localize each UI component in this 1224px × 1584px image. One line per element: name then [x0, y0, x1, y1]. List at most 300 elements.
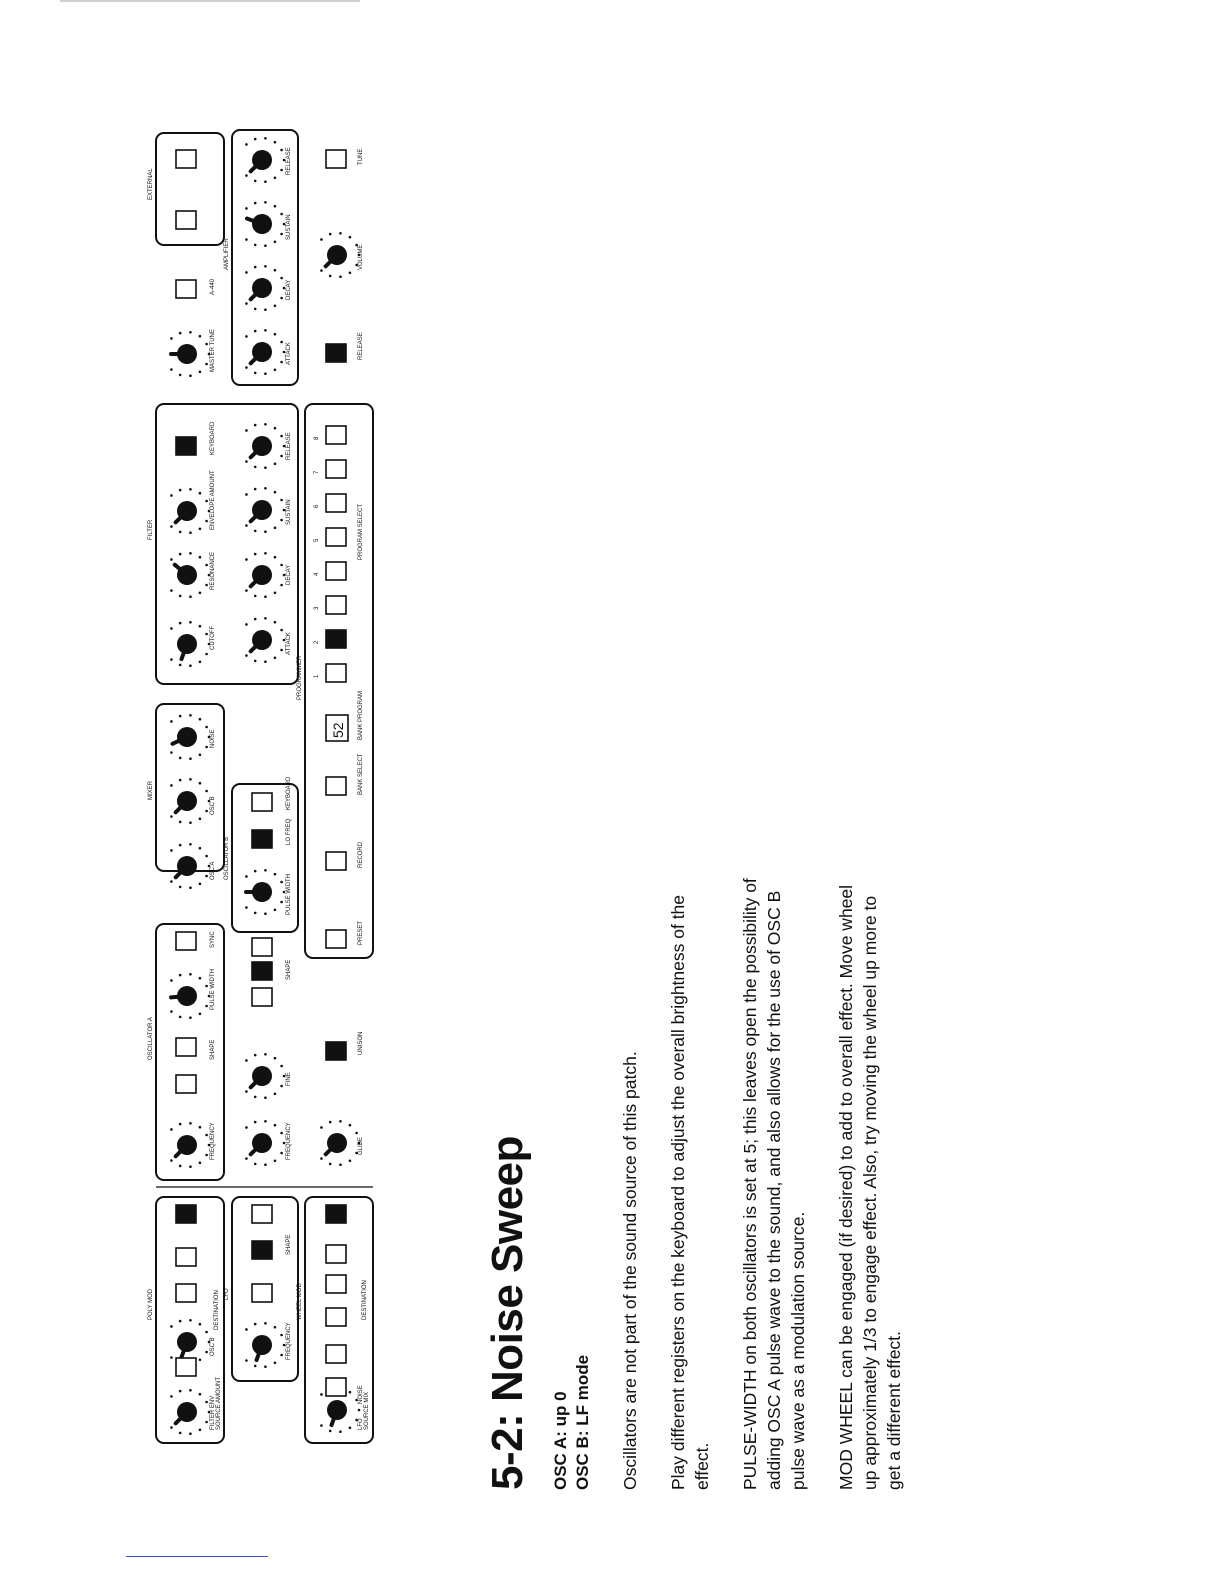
knob-scale-dot [254, 530, 257, 533]
knob-scale-dot [245, 524, 248, 527]
knob-scale-dot [280, 1152, 283, 1155]
knob-scale-dot [264, 1053, 267, 1056]
knob-scale-dot [189, 1122, 192, 1125]
knob-scale-dot [349, 236, 352, 239]
knob-scale-dot [329, 1163, 332, 1166]
lfo-shape-switch-2 [252, 1205, 272, 1223]
knob-scale-dot [245, 623, 248, 626]
knob-scale-dot [280, 499, 283, 502]
knob-scale-dot [170, 849, 173, 852]
knob-scale-dot [274, 656, 277, 659]
knob-scale-dot [264, 1120, 267, 1123]
lfo-shape-switch-0 [252, 1284, 272, 1302]
knob-scale-dot [274, 176, 277, 179]
knob-scale-dot [339, 232, 342, 235]
program-number-1: 1 [314, 674, 320, 678]
knob-scale-dot [205, 1134, 208, 1137]
label-osc-b-frequency: FREQUENCY [286, 1122, 292, 1160]
knob-scale-dot [170, 1159, 173, 1162]
poly-mod-switch-2 [176, 1248, 196, 1266]
knob-scale-dot [189, 973, 192, 976]
patch-description [480, 590, 906, 1490]
knob-scale-dot [170, 1010, 173, 1013]
knob-scale-dot [170, 880, 173, 883]
knob-scale-dot [170, 784, 173, 787]
knob-scale-dot [189, 714, 192, 717]
knob-scale-dot [274, 304, 277, 307]
knob-scale-dot [199, 591, 202, 594]
label-preset: PRESET [358, 920, 364, 945]
knob-scale-dot [179, 779, 182, 782]
label-amp-attack: ATTACK [286, 342, 292, 365]
knob-scale-dot [254, 1323, 257, 1326]
knob-scale-dot [205, 500, 208, 503]
label-destination: DESTINATION [214, 1290, 220, 1330]
knob-scale-dot [339, 1430, 342, 1433]
knob-scale-dot [274, 873, 277, 876]
label-lfo-frequency: FREQUENCY [286, 1322, 292, 1360]
knob-scale-dot [170, 658, 173, 661]
knob-scale-dot [179, 844, 182, 847]
label-volume: VOLUME [358, 244, 364, 270]
wheel-mod-switch-1 [326, 1345, 346, 1363]
knob-osc-a-pulse-width-pointer [171, 996, 187, 997]
knob-scale-dot [274, 526, 277, 529]
knob-scale-dot [170, 589, 173, 592]
osc-b-shape-switch-1 [252, 962, 272, 980]
knob-scale-dot [283, 1075, 286, 1078]
program-number-6: 6 [314, 504, 320, 508]
label-keyboard: KEYBOARD [286, 776, 292, 810]
knob-scale-dot [349, 1124, 352, 1127]
knob-scale-dot [245, 238, 248, 241]
knob-scale-dot [170, 337, 173, 340]
knob-scale-dot [329, 1121, 332, 1124]
knob-scale-dot [349, 1426, 352, 1429]
ext-amp-switch [176, 150, 196, 168]
knob-scale-dot [170, 525, 173, 528]
knob-scale-dot [254, 138, 257, 141]
program-number-7: 7 [314, 470, 320, 474]
knob-scale-dot [320, 1424, 323, 1427]
program-button-6 [326, 494, 346, 512]
knob-scale-dot [199, 817, 202, 820]
knob-scale-dot [179, 1432, 182, 1435]
knob-scale-dot [264, 265, 267, 268]
label-wheel-mod: WHEEL MOD [297, 1283, 303, 1320]
knob-scale-dot [189, 843, 192, 846]
program-button-7 [326, 460, 346, 478]
label-sync: SYNC [210, 931, 216, 948]
knob-scale-dot [245, 271, 248, 274]
knob-scale-dot [280, 881, 283, 884]
knob-scale-dot [205, 985, 208, 988]
knob-scale-dot [179, 1165, 182, 1168]
knob-scale-dot [199, 625, 202, 628]
patch-title: 5-2: Noise Sweep [483, 1136, 532, 1490]
knob-scale-dot [280, 435, 283, 438]
label-fine: FINE [286, 1072, 292, 1086]
knob-scale-dot [274, 1092, 277, 1095]
knob-scale-dot [264, 423, 267, 426]
knob-scale-dot [199, 1161, 202, 1164]
knob-scale-dot [199, 882, 202, 885]
knob-scale-dot [280, 341, 283, 344]
knob-scale-dot [245, 1059, 248, 1062]
knob-scale-dot [199, 847, 202, 850]
knob-scale-dot [179, 595, 182, 598]
knob-scale-dot [280, 233, 283, 236]
knob-scale-dot [264, 466, 267, 469]
knob-scale-dot [205, 564, 208, 567]
knob-scale-dot [189, 1319, 192, 1322]
knob-scale-dot [189, 1165, 192, 1168]
knob-scale-dot [205, 875, 208, 878]
label-master-tune: MASTER TUNE [210, 329, 216, 372]
knob-scale-dot [283, 1344, 286, 1347]
poly-mod-switch-1 [176, 1284, 196, 1302]
label-wheel-destination: DESTINATION [362, 1280, 368, 1320]
bank-select-switch [326, 777, 346, 795]
label-lfo: LFO [224, 1288, 230, 1300]
osc-b-mode-switch-1 [252, 793, 272, 811]
knob-scale-dot [199, 527, 202, 530]
knob-scale-dot [280, 901, 283, 904]
knob-scale-dot [199, 335, 202, 338]
label-mixer: MIXER [148, 780, 154, 800]
knob-scale-dot [320, 1126, 323, 1129]
knob-scale-dot [254, 618, 257, 621]
knob-scale-dot [280, 213, 283, 216]
knob-scale-dot [254, 266, 257, 269]
knob-scale-dot [280, 297, 283, 300]
program-button-2 [326, 630, 346, 648]
label-lo-freq: LO FREQ [286, 818, 292, 845]
knob-scale-dot [189, 552, 192, 555]
knob-scale-dot [280, 1065, 283, 1068]
knob-scale-dot [320, 238, 323, 241]
knob-scale-dot [205, 746, 208, 749]
knob-scale-dot [274, 141, 277, 144]
label-bank-select: BANK SELECT [358, 753, 364, 795]
program-number-8: 8 [314, 436, 320, 440]
label-osc-b-pw: PULSE WIDTH [286, 873, 292, 915]
knob-scale-dot [264, 244, 267, 247]
knob-scale-dot [205, 1331, 208, 1334]
label-source-mix: SOURCE MIX [364, 1391, 370, 1430]
knob-scale-dot [283, 351, 286, 354]
knob-scale-dot [179, 757, 182, 760]
knob-scale-dot [264, 912, 267, 915]
preset-switch [326, 930, 346, 948]
program-button-8 [326, 426, 346, 444]
label-bank-program: BANK PROGRAM [358, 690, 364, 740]
knob-scale-dot [283, 639, 286, 642]
knob-scale-dot [274, 240, 277, 243]
wheel-mod-switch-2 [326, 1308, 346, 1326]
knob-scale-dot [274, 462, 277, 465]
knob-scale-dot [205, 653, 208, 656]
knob-scale-dot [274, 1057, 277, 1060]
osc-a-switch-2 [176, 932, 196, 950]
knob-scale-dot [170, 1356, 173, 1359]
knob-scale-dot [274, 1159, 277, 1162]
knob-scale-dot [264, 660, 267, 663]
knob-scale-dot [264, 595, 267, 598]
knob-scale-dot [264, 869, 267, 872]
knob-scale-dot [179, 974, 182, 977]
knob-scale-dot [274, 368, 277, 371]
knob-scale-dot [264, 1096, 267, 1099]
knob-scale-dot [189, 621, 192, 624]
knob-scale-dot [274, 491, 277, 494]
label-filter-sustain: SUSTAIN [286, 499, 292, 525]
knob-scale-dot [264, 137, 267, 140]
knob-scale-dot [254, 870, 257, 873]
knob-scale-dot [245, 589, 248, 592]
knob-scale-dot [355, 1132, 358, 1135]
knob-scale-dot [280, 649, 283, 652]
knob-scale-dot [264, 1365, 267, 1368]
knob-scale-dot [254, 1163, 257, 1166]
label-unison: UNISON [358, 1031, 364, 1055]
knob-scale-dot [199, 718, 202, 721]
program-button-4 [326, 562, 346, 580]
setting-osc-b: OSC B: LF mode [573, 1354, 592, 1490]
label-release-button: RELEASE [358, 332, 364, 360]
knob-scale-dot [170, 720, 173, 723]
knob-scale-dot [205, 1401, 208, 1404]
knob-scale-dot [254, 595, 257, 598]
knob-scale-dot [170, 751, 173, 754]
knob-scale-dot [329, 1430, 332, 1433]
filter-keyboard-switch [176, 437, 196, 455]
knob-scale-dot [199, 660, 202, 663]
knob-scale-dot [205, 520, 208, 523]
osc-a-switch-0 [176, 1075, 196, 1093]
knob-scale-dot [283, 1142, 286, 1145]
knob-scale-dot [274, 591, 277, 594]
wheel-mod-switch-0 [326, 1378, 346, 1396]
knob-scale-dot [189, 531, 192, 534]
knob-scale-dot [274, 427, 277, 430]
knob-scale-dot [283, 223, 286, 226]
program-number-4: 4 [314, 572, 320, 576]
knob-scale-dot [245, 143, 248, 146]
knob-scale-dot [189, 664, 192, 667]
knob-scale-dot [254, 308, 257, 311]
knob-scale-dot [280, 361, 283, 364]
knob-scale-dot [179, 886, 182, 889]
knob-scale-dot [245, 558, 248, 561]
knob-scale-dot [189, 886, 192, 889]
knob-scale-dot [329, 233, 332, 236]
knob-scale-dot [170, 368, 173, 371]
knob-scale-dot [245, 1359, 248, 1362]
knob-scale-dot [179, 1016, 182, 1019]
knob-scale-dot [170, 1128, 173, 1131]
knob-scale-dot [274, 269, 277, 272]
knob-scale-dot [245, 174, 248, 177]
knob-scale-dot [320, 1157, 323, 1160]
label-a440: A-440 [210, 278, 216, 295]
knob-scale-dot [280, 149, 283, 152]
program-number-2: 2 [314, 640, 320, 644]
knob-scale-dot [254, 1054, 257, 1057]
knob-scale-dot [199, 782, 202, 785]
knob-scale-dot [264, 329, 267, 332]
poly-mod-switch-3 [176, 1205, 196, 1223]
tune-switch [326, 150, 346, 168]
knob-scale-dot [199, 556, 202, 559]
label-osc-a-pw: PULSE WIDTH [210, 968, 216, 1010]
knob-scale-dot [280, 1354, 283, 1357]
knob-scale-dot [254, 553, 257, 556]
wheel-mod-switch-5 [326, 1205, 346, 1223]
knob-scale-dot [199, 1428, 202, 1431]
label-amp-sustain: SUSTAIN [286, 214, 292, 240]
label-amp-release: RELEASE [286, 147, 292, 175]
label-oscillator-b: OSCILLATOR B [224, 836, 230, 880]
knob-scale-dot [205, 790, 208, 793]
paragraph-registers: Play different registers on the keyboard to adjust the overall brightness of the effect. [668, 894, 712, 1490]
knob-scale-dot [283, 445, 286, 448]
knob-scale-dot [274, 333, 277, 336]
knob-scale-dot [179, 332, 182, 335]
label-record: RECORD [358, 841, 364, 868]
label-filter-decay: DECAY [286, 564, 292, 585]
ext-filter-switch [176, 211, 196, 229]
knob-scale-dot [280, 519, 283, 522]
knob-scale-dot [189, 488, 192, 491]
label-programmer: PROGRAMMER [297, 655, 303, 700]
label-tune: TUNE [358, 148, 364, 165]
label-filter: FILTER [148, 519, 154, 540]
knob-scale-dot [205, 363, 208, 366]
osc-a-switch-1 [176, 1038, 196, 1056]
knob-scale-dot [189, 821, 192, 824]
knob-scale-dot [199, 1012, 202, 1015]
release-switch [326, 344, 346, 362]
knob-scale-dot [339, 1120, 342, 1123]
label-mixer-osc-a: OSC A [210, 861, 216, 880]
knob-scale-dot [339, 1163, 342, 1166]
label-osc-a-shape: SHAPE [210, 1039, 216, 1060]
program-display-value: 52 [330, 722, 346, 738]
knob-scale-dot [349, 1391, 352, 1394]
label-amp-decay: DECAY [286, 279, 292, 300]
knob-scale-dot [264, 617, 267, 620]
knob-scale-dot [179, 715, 182, 718]
knob-scale-dot [329, 275, 332, 278]
knob-scale-dot [205, 726, 208, 729]
knob-scale-dot [179, 1123, 182, 1126]
label-oscillator-a: OSCILLATOR A [148, 1017, 154, 1060]
label-osc-b: OSC B [210, 1337, 216, 1356]
knob-scale-dot [254, 424, 257, 427]
knob-scale-dot [264, 372, 267, 375]
knob-scale-dot [274, 1124, 277, 1127]
knob-scale-dot [189, 595, 192, 598]
knob-scale-dot [283, 891, 286, 894]
knob-scale-dot [254, 466, 257, 469]
knob-scale-dot [189, 1432, 192, 1435]
knob-scale-dot [189, 1016, 192, 1019]
knob-scale-dot [199, 1358, 202, 1361]
knob-scale-dot [170, 1395, 173, 1398]
knob-scale-dot [245, 207, 248, 210]
knob-scale-dot [199, 1126, 202, 1129]
knob-scale-dot [170, 1426, 173, 1429]
knob-scale-dot [254, 488, 257, 491]
label-source-amount: SOURCE AMOUNT [216, 1376, 222, 1430]
knob-scale-dot [170, 494, 173, 497]
knob-scale-dot [245, 1126, 248, 1129]
knob-scale-dot [189, 1389, 192, 1392]
label-filter-release: RELEASE [286, 432, 292, 460]
knob-scale-dot [179, 1390, 182, 1393]
knob-scale-dot [179, 553, 182, 556]
label-poly-mod: POLY MOD [148, 1288, 154, 1320]
program-button-3 [326, 596, 346, 614]
knob-scale-dot [254, 202, 257, 205]
knob-scale-dot [274, 556, 277, 559]
paragraph-pulse-width: PULSE-WIDTH on both oscillators is set at 5; this leaves open the possibility of adding OSC A pulse wave to the sound, and also allows for the use of OSC B pulse wave as a modulation source. [740, 878, 808, 1490]
poly-mod-switch-0 [176, 1358, 196, 1376]
knob-scale-dot [349, 271, 352, 274]
unison-switch [326, 1042, 346, 1060]
knob-scale-dot [245, 429, 248, 432]
knob-scale-dot [199, 1323, 202, 1326]
knob-scale-dot [179, 622, 182, 625]
knob-scale-dot [280, 277, 283, 280]
knob-scale-dot [280, 564, 283, 567]
label-cutoff: CUTOFF [210, 625, 216, 650]
knob-scale-dot [358, 1409, 361, 1412]
knob-scale-dot [274, 621, 277, 624]
knob-scale-dot [280, 1085, 283, 1088]
knob-scale-dot [254, 1365, 257, 1368]
knob-scale-dot [189, 757, 192, 760]
knob-scale-dot [254, 180, 257, 183]
knob-scale-dot [170, 627, 173, 630]
knob-scale-dot [264, 1322, 267, 1325]
knob-scale-dot [205, 810, 208, 813]
knob-scale-dot [264, 1163, 267, 1166]
knob-scale-dot [205, 1351, 208, 1354]
knob-scale-dot [170, 979, 173, 982]
knob-scale-dot [274, 908, 277, 911]
knob-scale-dot [254, 1121, 257, 1124]
label-resonance: RESONANCE [210, 551, 216, 590]
knob-scale-dot [254, 912, 257, 915]
footnote-rule [126, 1556, 268, 1557]
knob-scale-dot [170, 1325, 173, 1328]
knob-scale-dot [199, 753, 202, 756]
knob-scale-dot [349, 1159, 352, 1162]
knob-scale-dot [254, 660, 257, 663]
knob-scale-dot [254, 372, 257, 375]
knob-scale-dot [245, 366, 248, 369]
program-number-5: 5 [314, 538, 320, 542]
label-osc-b-shape: SHAPE [286, 959, 292, 980]
knob-scale-dot [179, 664, 182, 667]
knob-scale-dot [280, 584, 283, 587]
knob-scale-dot [245, 335, 248, 338]
knob-scale-dot [274, 205, 277, 208]
knob-scale-dot [264, 201, 267, 204]
knob-scale-dot [254, 1096, 257, 1099]
